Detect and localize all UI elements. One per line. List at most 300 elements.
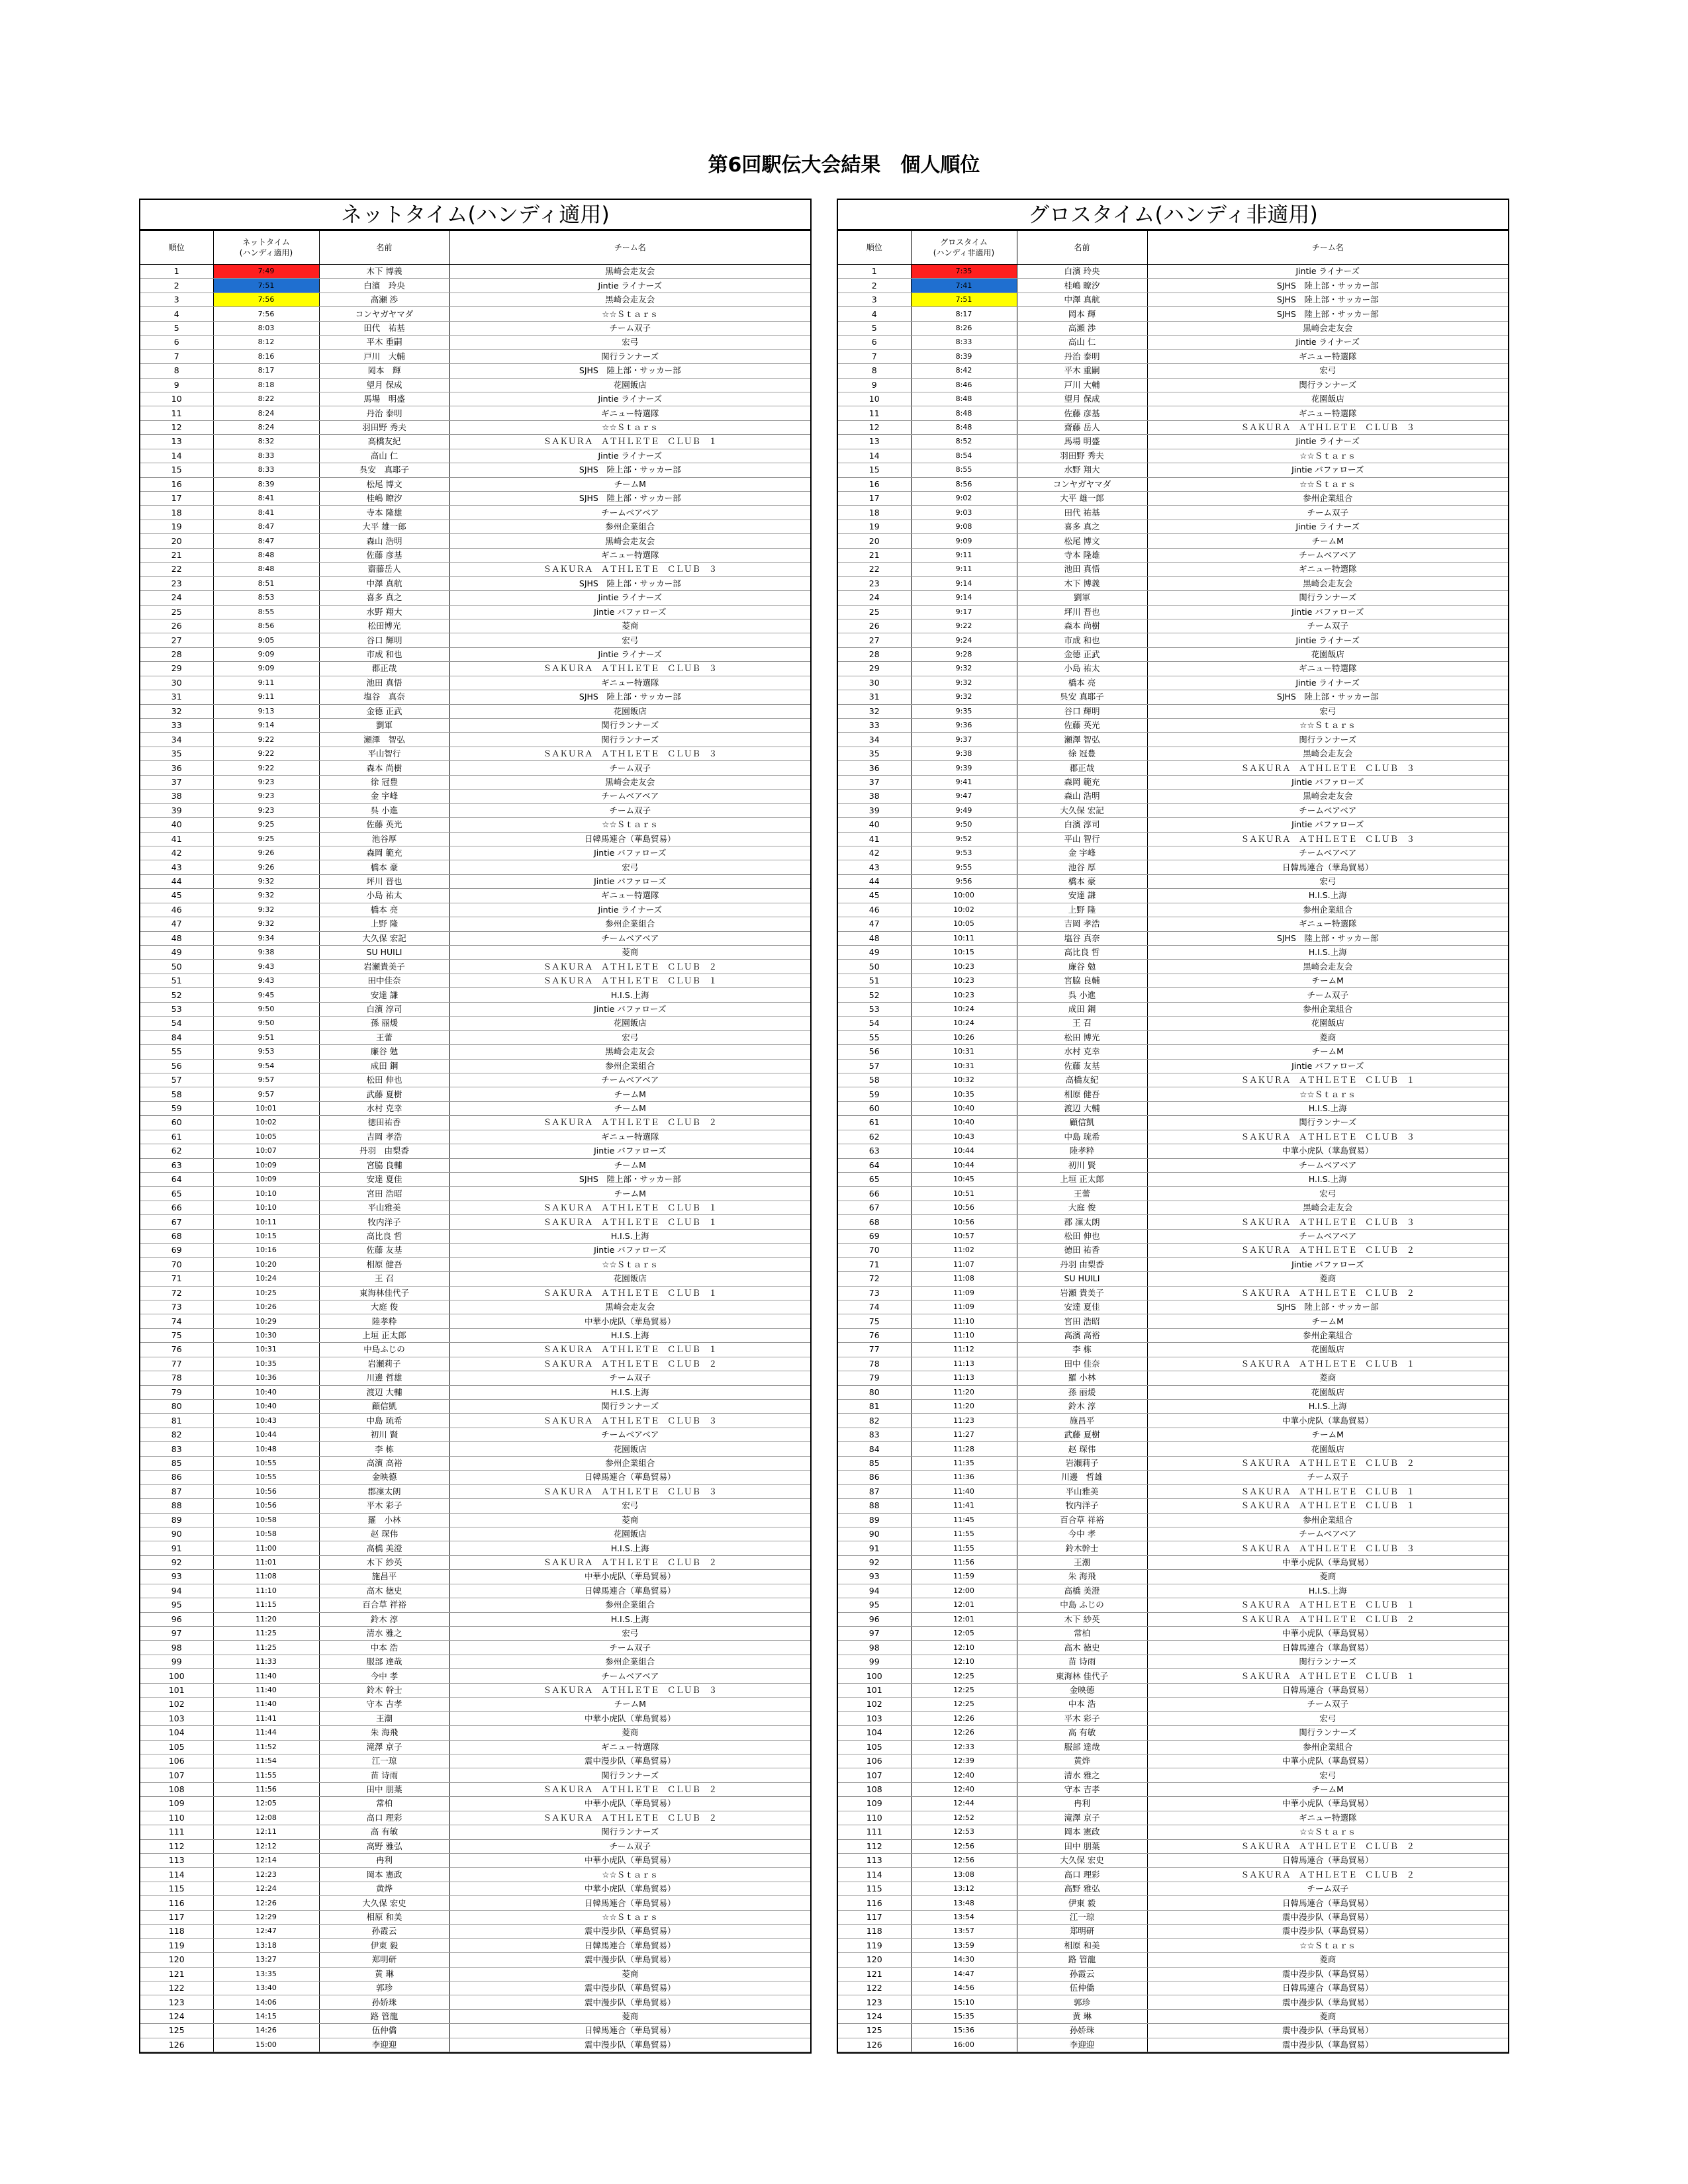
team-cell: 参州企業組合 [1147, 1328, 1508, 1342]
name-cell: 施昌平 [1017, 1414, 1147, 1428]
table-row [838, 477, 1508, 491]
table-row [838, 321, 1508, 335]
gross-time-rows [838, 265, 1508, 2052]
team-cell: ギニュー特選隊 [1147, 917, 1508, 931]
rank-cell: 78 [838, 1357, 911, 1371]
time-cell: 15:36 [911, 2024, 1017, 2038]
team-cell: チームM [449, 1087, 810, 1101]
time-cell: 8:56 [213, 619, 319, 633]
table-row [140, 1400, 810, 1414]
table-row [140, 633, 810, 647]
table-row [140, 1357, 810, 1371]
team-cell: 震中漫步队（華島貿易） [1147, 2024, 1508, 2038]
team-cell: 関行ランナーズ [1147, 1116, 1508, 1130]
team-cell: ☆☆Ｓｔａｒｓ [449, 818, 810, 832]
name-cell: 牧内洋子 [319, 1215, 449, 1229]
team-cell: 日韓馬連合（華島貿易） [1147, 1641, 1508, 1655]
table-row [838, 1201, 1508, 1214]
rank-cell: 122 [140, 1981, 213, 1995]
name-cell: 百合草 祥裕 [1017, 1513, 1147, 1527]
table-row [140, 1314, 810, 1328]
rank-cell: 95 [838, 1598, 911, 1612]
time-cell: 9:57 [213, 1087, 319, 1101]
time-cell: 10:44 [911, 1144, 1017, 1158]
name-cell: 木下 紗英 [1017, 1612, 1147, 1626]
name-cell: 寺本 隆雄 [319, 506, 449, 520]
rank-cell: 82 [838, 1414, 911, 1428]
team-cell: ギニュー特選隊 [449, 889, 810, 903]
rank-cell: 77 [140, 1357, 213, 1371]
name-cell: 陸孝粋 [319, 1314, 449, 1328]
table-row [838, 463, 1508, 477]
time-cell: 9:41 [911, 775, 1017, 789]
table-row [838, 435, 1508, 449]
name-cell: 水野 翔大 [319, 605, 449, 619]
table-row [140, 1116, 810, 1130]
rank-cell: 101 [838, 1683, 911, 1697]
team-cell: 菱商 [449, 1726, 810, 1740]
team-cell: チームM [449, 1101, 810, 1115]
team-cell: ＳＡＫＵＲＡ ＡＴＨＬＥＴＥ ＣＬＵＢ ３ [1147, 1130, 1508, 1144]
team-cell: 関行ランナーズ [449, 1400, 810, 1414]
rank-cell: 9 [140, 378, 213, 392]
name-cell: 江一琼 [319, 1754, 449, 1768]
time-cell: 12:00 [911, 1584, 1017, 1598]
team-cell: Jintie バファローズ [1147, 818, 1508, 832]
name-cell: 高濱 高裕 [1017, 1328, 1147, 1342]
rank-cell: 66 [838, 1187, 911, 1201]
table-row [140, 803, 810, 817]
rank-cell: 108 [838, 1782, 911, 1796]
name-cell: 岡本 輝 [319, 364, 449, 378]
name-cell: 冉利 [1017, 1797, 1147, 1811]
table-row [140, 1953, 810, 1967]
name-cell: 朱 海飛 [319, 1726, 449, 1740]
name-cell: 馬場 明盛 [1017, 435, 1147, 449]
name-cell: 中本 浩 [319, 1641, 449, 1655]
rank-cell: 50 [140, 960, 213, 974]
table-row [838, 349, 1508, 363]
team-cell: 菱商 [1147, 1570, 1508, 1584]
time-cell: 11:15 [213, 1598, 319, 1612]
rank-cell: 110 [140, 1811, 213, 1825]
team-cell: 参州企業組合 [1147, 1002, 1508, 1016]
table-row [140, 1442, 810, 1456]
name-cell: 丹治 泰明 [1017, 349, 1147, 363]
table-row [838, 1456, 1508, 1470]
time-cell: 9:08 [911, 520, 1017, 533]
team-cell: ☆☆Ｓｔａｒｓ [1147, 719, 1508, 733]
name-cell: 路 管龍 [319, 2009, 449, 2023]
name-cell: 呉 小進 [319, 803, 449, 817]
team-cell: SJHS 陸上部・サッカー部 [1147, 293, 1508, 306]
name-cell: 今中 孝 [319, 1669, 449, 1683]
table-row [838, 874, 1508, 888]
time-cell: 9:25 [213, 818, 319, 832]
name-cell: 徳田 祐香 [1017, 1244, 1147, 1257]
team-cell: 花園飯店 [449, 378, 810, 392]
name-cell: コンヤガヤマダ [1017, 477, 1147, 491]
team-cell: Jintie ライナーズ [449, 279, 810, 293]
table-row [140, 506, 810, 520]
name-cell: 橋本 豪 [319, 860, 449, 874]
name-cell: 坪川 晋也 [319, 874, 449, 888]
rank-cell: 32 [140, 704, 213, 718]
time-cell: 8:48 [213, 548, 319, 562]
table-row [140, 889, 810, 903]
table-row [140, 1598, 810, 1612]
rank-cell: 8 [838, 364, 911, 378]
time-cell: 8:48 [213, 563, 319, 576]
rank-cell: 116 [838, 1896, 911, 1910]
time-cell: 8:53 [213, 591, 319, 605]
time-cell: 12:10 [911, 1655, 1017, 1668]
time-cell: 12:40 [911, 1768, 1017, 1782]
name-cell: 寺本 隆雄 [1017, 548, 1147, 562]
name-cell: 郡正哉 [319, 662, 449, 676]
time-cell: 10:09 [213, 1173, 319, 1187]
time-cell: 10:16 [213, 1244, 319, 1257]
table-row [140, 1087, 810, 1101]
team-cell: Jintie バファローズ [1147, 1257, 1508, 1271]
name-cell: 東海林 佳代子 [1017, 1669, 1147, 1683]
name-cell: 松尾 博文 [319, 477, 449, 491]
name-cell: 大庭 俊 [1017, 1201, 1147, 1214]
table-row [838, 1797, 1508, 1811]
rank-cell: 38 [140, 790, 213, 803]
name-cell: 上垣 正太郎 [319, 1328, 449, 1342]
team-cell: Jintie バファローズ [449, 1244, 810, 1257]
rank-cell: 51 [140, 974, 213, 987]
team-cell: Jintie バファローズ [449, 874, 810, 888]
table-row [140, 1343, 810, 1357]
rank-cell: 45 [140, 889, 213, 903]
team-cell: 震中漫步队（華島貿易） [1147, 1995, 1508, 2009]
rank-cell: 25 [140, 605, 213, 619]
team-cell: 宏弓 [1147, 364, 1508, 378]
team-cell: チーム双子 [1147, 506, 1508, 520]
rank-cell: 74 [838, 1300, 911, 1314]
time-cell: 9:57 [213, 1073, 319, 1087]
time-cell: 11:27 [911, 1428, 1017, 1441]
rank-cell: 49 [140, 946, 213, 960]
table-row [838, 548, 1508, 562]
team-cell: H.I.S.上海 [449, 1385, 810, 1399]
net-time-panel [139, 199, 812, 2054]
table-row [838, 1910, 1508, 1924]
team-cell: 中華小虎队（華島貿易） [449, 1711, 810, 1725]
time-cell: 10:05 [213, 1130, 319, 1144]
rank-cell: 73 [838, 1286, 911, 1300]
time-cell: 10:40 [911, 1116, 1017, 1130]
name-cell: 郑明研 [1017, 1925, 1147, 1938]
name-cell: 高濱 高裕 [319, 1456, 449, 1470]
time-cell: 15:35 [911, 2009, 1017, 2023]
team-cell: ☆☆Ｓｔａｒｓ [1147, 477, 1508, 491]
team-cell: チームM [1147, 974, 1508, 987]
time-cell: 9:11 [911, 563, 1017, 576]
team-header: チーム名 [1147, 231, 1508, 265]
time-cell: 12:25 [911, 1698, 1017, 1711]
table-row [140, 1839, 810, 1853]
table-row [140, 832, 810, 846]
table-row [140, 1059, 810, 1073]
rank-cell: 48 [140, 931, 213, 945]
name-cell: 安達 夏佳 [319, 1173, 449, 1187]
table-row [140, 349, 810, 363]
time-cell: 12:08 [213, 1811, 319, 1825]
time-cell: 11:23 [911, 1414, 1017, 1428]
time-cell: 8:22 [213, 392, 319, 406]
name-cell: 鈴木 淳 [1017, 1400, 1147, 1414]
table-row [838, 1173, 1508, 1187]
team-cell: 黒崎会走友会 [449, 1045, 810, 1059]
table-row [140, 1768, 810, 1782]
time-cell: 9:23 [213, 790, 319, 803]
table-row [140, 860, 810, 874]
rank-cell: 71 [140, 1272, 213, 1286]
team-cell: 震中漫步队（華島貿易） [449, 1925, 810, 1938]
time-cell: 9:56 [911, 874, 1017, 888]
name-cell: 守本 吉孝 [1017, 1782, 1147, 1796]
time-cell: 11:45 [911, 1513, 1017, 1527]
team-cell: ギニュー特選隊 [449, 676, 810, 690]
time-cell: 8:54 [911, 449, 1017, 463]
rank-cell: 64 [838, 1158, 911, 1172]
table-row [838, 1541, 1508, 1555]
team-cell: チーム双子 [449, 321, 810, 335]
team-cell: SJHS 陸上部・サッカー部 [449, 1173, 810, 1187]
time-cell: 10:40 [213, 1385, 319, 1399]
time-cell: 10:25 [213, 1286, 319, 1300]
team-cell: Jintie バファローズ [449, 605, 810, 619]
time-cell: 9:03 [911, 506, 1017, 520]
table-row [140, 960, 810, 974]
rank-cell: 22 [140, 563, 213, 576]
table-row [140, 1754, 810, 1768]
table-row [838, 1101, 1508, 1115]
team-cell: ＳＡＫＵＲＡ ＡＴＨＬＥＴＥ ＣＬＵＢ ２ [1147, 1868, 1508, 1882]
team-cell: 黒崎会走友会 [449, 265, 810, 279]
time-cell: 8:48 [911, 406, 1017, 420]
table-row [140, 1981, 810, 1995]
time-cell: 9:22 [911, 619, 1017, 633]
table-row [838, 1328, 1508, 1342]
table-row [140, 1484, 810, 1498]
team-cell: Jintie バファローズ [449, 1144, 810, 1158]
rank-cell: 34 [140, 733, 213, 747]
name-cell: 呉 小進 [1017, 988, 1147, 1002]
time-cell: 11:55 [911, 1541, 1017, 1555]
team-cell: 菱商 [1147, 1030, 1508, 1044]
rank-cell: 23 [140, 576, 213, 590]
team-cell: SJHS 陸上部・サッカー部 [449, 463, 810, 477]
time-cell: 8:16 [213, 349, 319, 363]
name-cell: 孙娇珠 [1017, 2024, 1147, 2038]
team-cell: 中華小虎队（華島貿易） [449, 1797, 810, 1811]
table-row [140, 619, 810, 633]
team-cell: チームベアベア [449, 1428, 810, 1441]
time-cell: 10:55 [213, 1456, 319, 1470]
table-row [838, 1868, 1508, 1882]
rank-cell: 67 [140, 1215, 213, 1229]
time-cell: 11:52 [213, 1740, 319, 1754]
time-cell: 8:24 [213, 420, 319, 434]
team-cell: 関行ランナーズ [449, 349, 810, 363]
time-cell: 12:26 [911, 1726, 1017, 1740]
name-cell: 池田 真悟 [319, 676, 449, 690]
time-cell: 11:41 [213, 1711, 319, 1725]
rank-cell: 20 [838, 534, 911, 548]
name-cell: 李 栋 [319, 1442, 449, 1456]
team-cell: SJHS 陸上部・サッカー部 [449, 576, 810, 590]
table-row [838, 1839, 1508, 1853]
time-cell: 10:07 [213, 1144, 319, 1158]
table-row [140, 1257, 810, 1271]
team-cell: ＳＡＫＵＲＡ ＡＴＨＬＥＴＥ ＣＬＵＢ ３ [449, 1484, 810, 1498]
team-cell: ＳＡＫＵＲＡ ＡＴＨＬＥＴＥ ＣＬＵＢ ２ [449, 960, 810, 974]
team-cell: 関行ランナーズ [449, 733, 810, 747]
table-row [140, 1187, 810, 1201]
table-row [140, 321, 810, 335]
time-cell: 14:56 [911, 1981, 1017, 1995]
rank-cell: 96 [838, 1612, 911, 1626]
rank-cell: 117 [140, 1910, 213, 1924]
name-cell: 黄烨 [319, 1882, 449, 1895]
rank-cell: 30 [140, 676, 213, 690]
rank-cell: 67 [838, 1201, 911, 1214]
time-cell: 10:44 [213, 1428, 319, 1441]
name-cell: 白濱 玲央 [319, 279, 449, 293]
rank-cell: 40 [140, 818, 213, 832]
table-row [838, 1740, 1508, 1754]
table-row [838, 1215, 1508, 1229]
time-cell: 16:00 [911, 2038, 1017, 2052]
name-cell: 平山雅美 [1017, 1484, 1147, 1498]
time-cell: 9:50 [911, 818, 1017, 832]
rank-cell: 20 [140, 534, 213, 548]
team-cell: 参州企業組合 [449, 1456, 810, 1470]
time-cell: 9:36 [911, 719, 1017, 733]
rank-cell: 95 [140, 1598, 213, 1612]
table-row [140, 1144, 810, 1158]
rank-cell: 60 [838, 1101, 911, 1115]
name-cell: 大平 雄一郎 [319, 520, 449, 533]
time-cell: 10:43 [911, 1130, 1017, 1144]
rank-cell: 88 [140, 1499, 213, 1513]
name-header: 名前 [319, 231, 449, 265]
team-cell: 中華小虎队（華島貿易） [1147, 1627, 1508, 1641]
table-row [838, 605, 1508, 619]
name-cell: 高野 雅弘 [1017, 1882, 1147, 1895]
name-cell: 中島 ふじの [1017, 1598, 1147, 1612]
time-cell: 9:09 [213, 647, 319, 661]
name-cell: 王蕾 [319, 1030, 449, 1044]
rank-cell: 11 [838, 406, 911, 420]
team-cell: ＳＡＫＵＲＡ ＡＴＨＬＥＴＥ ＣＬＵＢ １ [449, 974, 810, 987]
rank-cell: 87 [140, 1484, 213, 1498]
table-row [140, 974, 810, 987]
rank-cell: 37 [838, 775, 911, 789]
time-cell: 9:28 [911, 647, 1017, 661]
team-cell: 参州企業組合 [449, 1059, 810, 1073]
time-cell: 9:45 [213, 988, 319, 1002]
name-cell: 川邊 哲雄 [319, 1371, 449, 1385]
table-row [838, 1726, 1508, 1740]
table-row [140, 576, 810, 590]
name-cell: 高 有敏 [1017, 1726, 1147, 1740]
name-cell: 大久保 宏史 [1017, 1854, 1147, 1868]
rank-cell: 98 [838, 1641, 911, 1655]
table-row [838, 860, 1508, 874]
team-cell: Jintie ライナーズ [449, 903, 810, 917]
rank-cell: 17 [838, 492, 911, 506]
name-cell: 渡辺 大輔 [1017, 1101, 1147, 1115]
team-cell: 日韓馬連合（華島貿易） [449, 832, 810, 846]
team-cell: Jintie ライナーズ [1147, 676, 1508, 690]
name-cell: 望月 保成 [1017, 392, 1147, 406]
rank-cell: 27 [140, 633, 213, 647]
rank-cell: 52 [140, 988, 213, 1002]
time-cell: 10:58 [213, 1527, 319, 1541]
time-cell: 8:32 [213, 435, 319, 449]
rank-cell: 11 [140, 406, 213, 420]
rank-cell: 46 [140, 903, 213, 917]
table-row [140, 1782, 810, 1796]
time-cell: 10:10 [213, 1201, 319, 1214]
table-row [140, 903, 810, 917]
time-cell: 12:56 [911, 1854, 1017, 1868]
time-cell: 11:59 [911, 1570, 1017, 1584]
time-cell: 11:56 [911, 1555, 1017, 1569]
team-cell: H.I.S.上海 [449, 988, 810, 1002]
name-cell: 桂嶋 瞭汐 [1017, 279, 1147, 293]
rank-cell: 36 [838, 761, 911, 775]
gross-time-table [838, 230, 1508, 2052]
time-cell: 11:10 [213, 1584, 319, 1598]
time-cell: 7:35 [911, 265, 1017, 279]
name-cell: 成田 鋼 [319, 1059, 449, 1073]
time-cell: 11:09 [911, 1286, 1017, 1300]
table-row [140, 1244, 810, 1257]
table-row [140, 1073, 810, 1087]
time-cell: 11:12 [911, 1343, 1017, 1357]
table-row [838, 790, 1508, 803]
time-cell: 10:20 [213, 1257, 319, 1271]
table-row [140, 1428, 810, 1441]
rank-cell: 53 [838, 1002, 911, 1016]
name-cell: 松田 伸也 [1017, 1229, 1147, 1243]
team-cell: チームベアベア [449, 790, 810, 803]
table-row [140, 1527, 810, 1541]
name-cell: 高瀬 渉 [319, 293, 449, 306]
team-cell: 菱商 [449, 1967, 810, 1981]
time-cell: 10:09 [213, 1158, 319, 1172]
name-cell: 高山 仁 [1017, 336, 1147, 349]
time-cell: 10:31 [911, 1059, 1017, 1073]
time-cell: 10:35 [213, 1357, 319, 1371]
table-row [838, 1612, 1508, 1626]
team-cell: ＳＡＫＵＲＡ ＡＴＨＬＥＴＥ ＣＬＵＢ ３ [449, 563, 810, 576]
table-row [838, 690, 1508, 704]
table-row [838, 534, 1508, 548]
name-cell: 松田 伸也 [319, 1073, 449, 1087]
rank-cell: 74 [140, 1314, 213, 1328]
time-cell: 8:03 [213, 321, 319, 335]
time-cell: 12:26 [911, 1711, 1017, 1725]
rank-cell: 5 [140, 321, 213, 335]
table-row [140, 492, 810, 506]
